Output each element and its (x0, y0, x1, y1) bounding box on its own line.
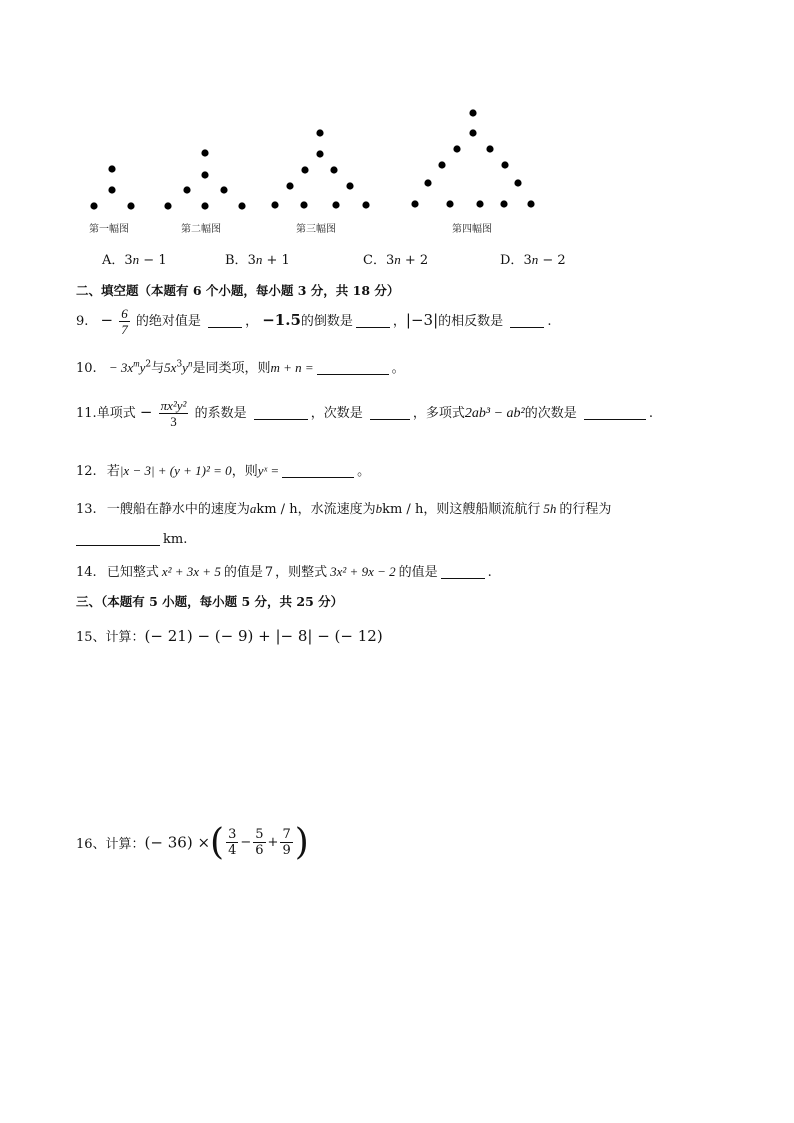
q16-left-paren: ( (210, 822, 225, 863)
q10-blank[interactable] (317, 360, 389, 375)
figure-1-caption: 第一幅图 (89, 224, 129, 235)
question-10: 10. − $3x^my^2$与$5x^3y^n$是同类项，则m + n = 。 (76, 358, 405, 376)
question-9: 9. − $\frac{6}{7}$ 的绝对值是 ， −1.5的倒数是 ，|−3|的相反数是 . (76, 306, 552, 337)
q9-blank-2[interactable] (356, 313, 390, 328)
q16-fraction-2: $\frac{5}{6}$ (255, 827, 264, 858)
q11-blank-3[interactable] (584, 405, 646, 420)
question-12: 12. 若|x − 3| + (y + 1)² = 0，则yˣ = 。 (76, 463, 371, 479)
q16-right-paren: ) (294, 822, 309, 863)
figure-3-dots (271, 129, 369, 208)
q16-fraction-3: $\frac{7}{9}$ (282, 827, 291, 858)
figure-4-dots (411, 109, 534, 207)
q11-blank-1[interactable] (254, 405, 308, 420)
figure-3-caption: 第三幅图 (296, 224, 336, 235)
q9-blank-1[interactable] (208, 313, 242, 328)
question-11: 11.单项式 − $\frac{\text{πx²y²}}{3}$ 的系数是 ，次数是 ，多项式2ab³ − ab²的次数是 . (76, 398, 654, 429)
figure-2-caption: 第二幅图 (181, 224, 221, 235)
option-d: D．3n − 2 (500, 252, 566, 268)
q11-fraction: $\frac{\text{πx²y²}}{3}$ (160, 398, 187, 429)
q11-blank-2[interactable] (370, 405, 410, 420)
q12-blank[interactable] (282, 463, 354, 478)
option-a: A．3n − 1 (102, 252, 167, 268)
question-13-answer-line: km. (76, 531, 187, 547)
option-c: C．3n + 2 (363, 252, 429, 268)
question-14: 14. 已知整式 x² + 3x + 5 的值是 7 ，则整式 3x² + 9x − 2 的值是 . (76, 564, 492, 580)
figure-2-dots (164, 149, 245, 209)
question-15: 15、计算：(− 21) − (− 9) + |− 8| − (− 12) (76, 627, 383, 645)
question-16: 16、计算：(− 36) ×( $\frac{3}{4}$ − $\frac{5}{6}$ + $\frac{7}{9}$ ) (76, 822, 309, 863)
q13-blank[interactable] (76, 531, 160, 546)
figure-4-caption: 第四幅图 (452, 224, 492, 235)
q9-blank-3[interactable] (510, 313, 544, 328)
section-3-title: 三、（本题有 5 小题，每小题 5 分，共 25 分） (76, 594, 344, 609)
question-13: 13. 一艘船在静水中的速度为akm / h，水流速度为bkm / h，则这艘船顺流航行 5h 的行程为 (76, 501, 612, 517)
q14-blank[interactable] (441, 564, 485, 579)
section-2-title: 二、填空题（本题有 6 个小题，每小题 3 分，共 18 分） (76, 283, 400, 298)
option-b: B．3n + 1 (225, 252, 290, 268)
q16-fraction-1: $\frac{3}{4}$ (228, 827, 237, 858)
q9-fraction: $\frac{6}{7}$ (121, 306, 128, 337)
figure-1-dots (90, 165, 134, 209)
